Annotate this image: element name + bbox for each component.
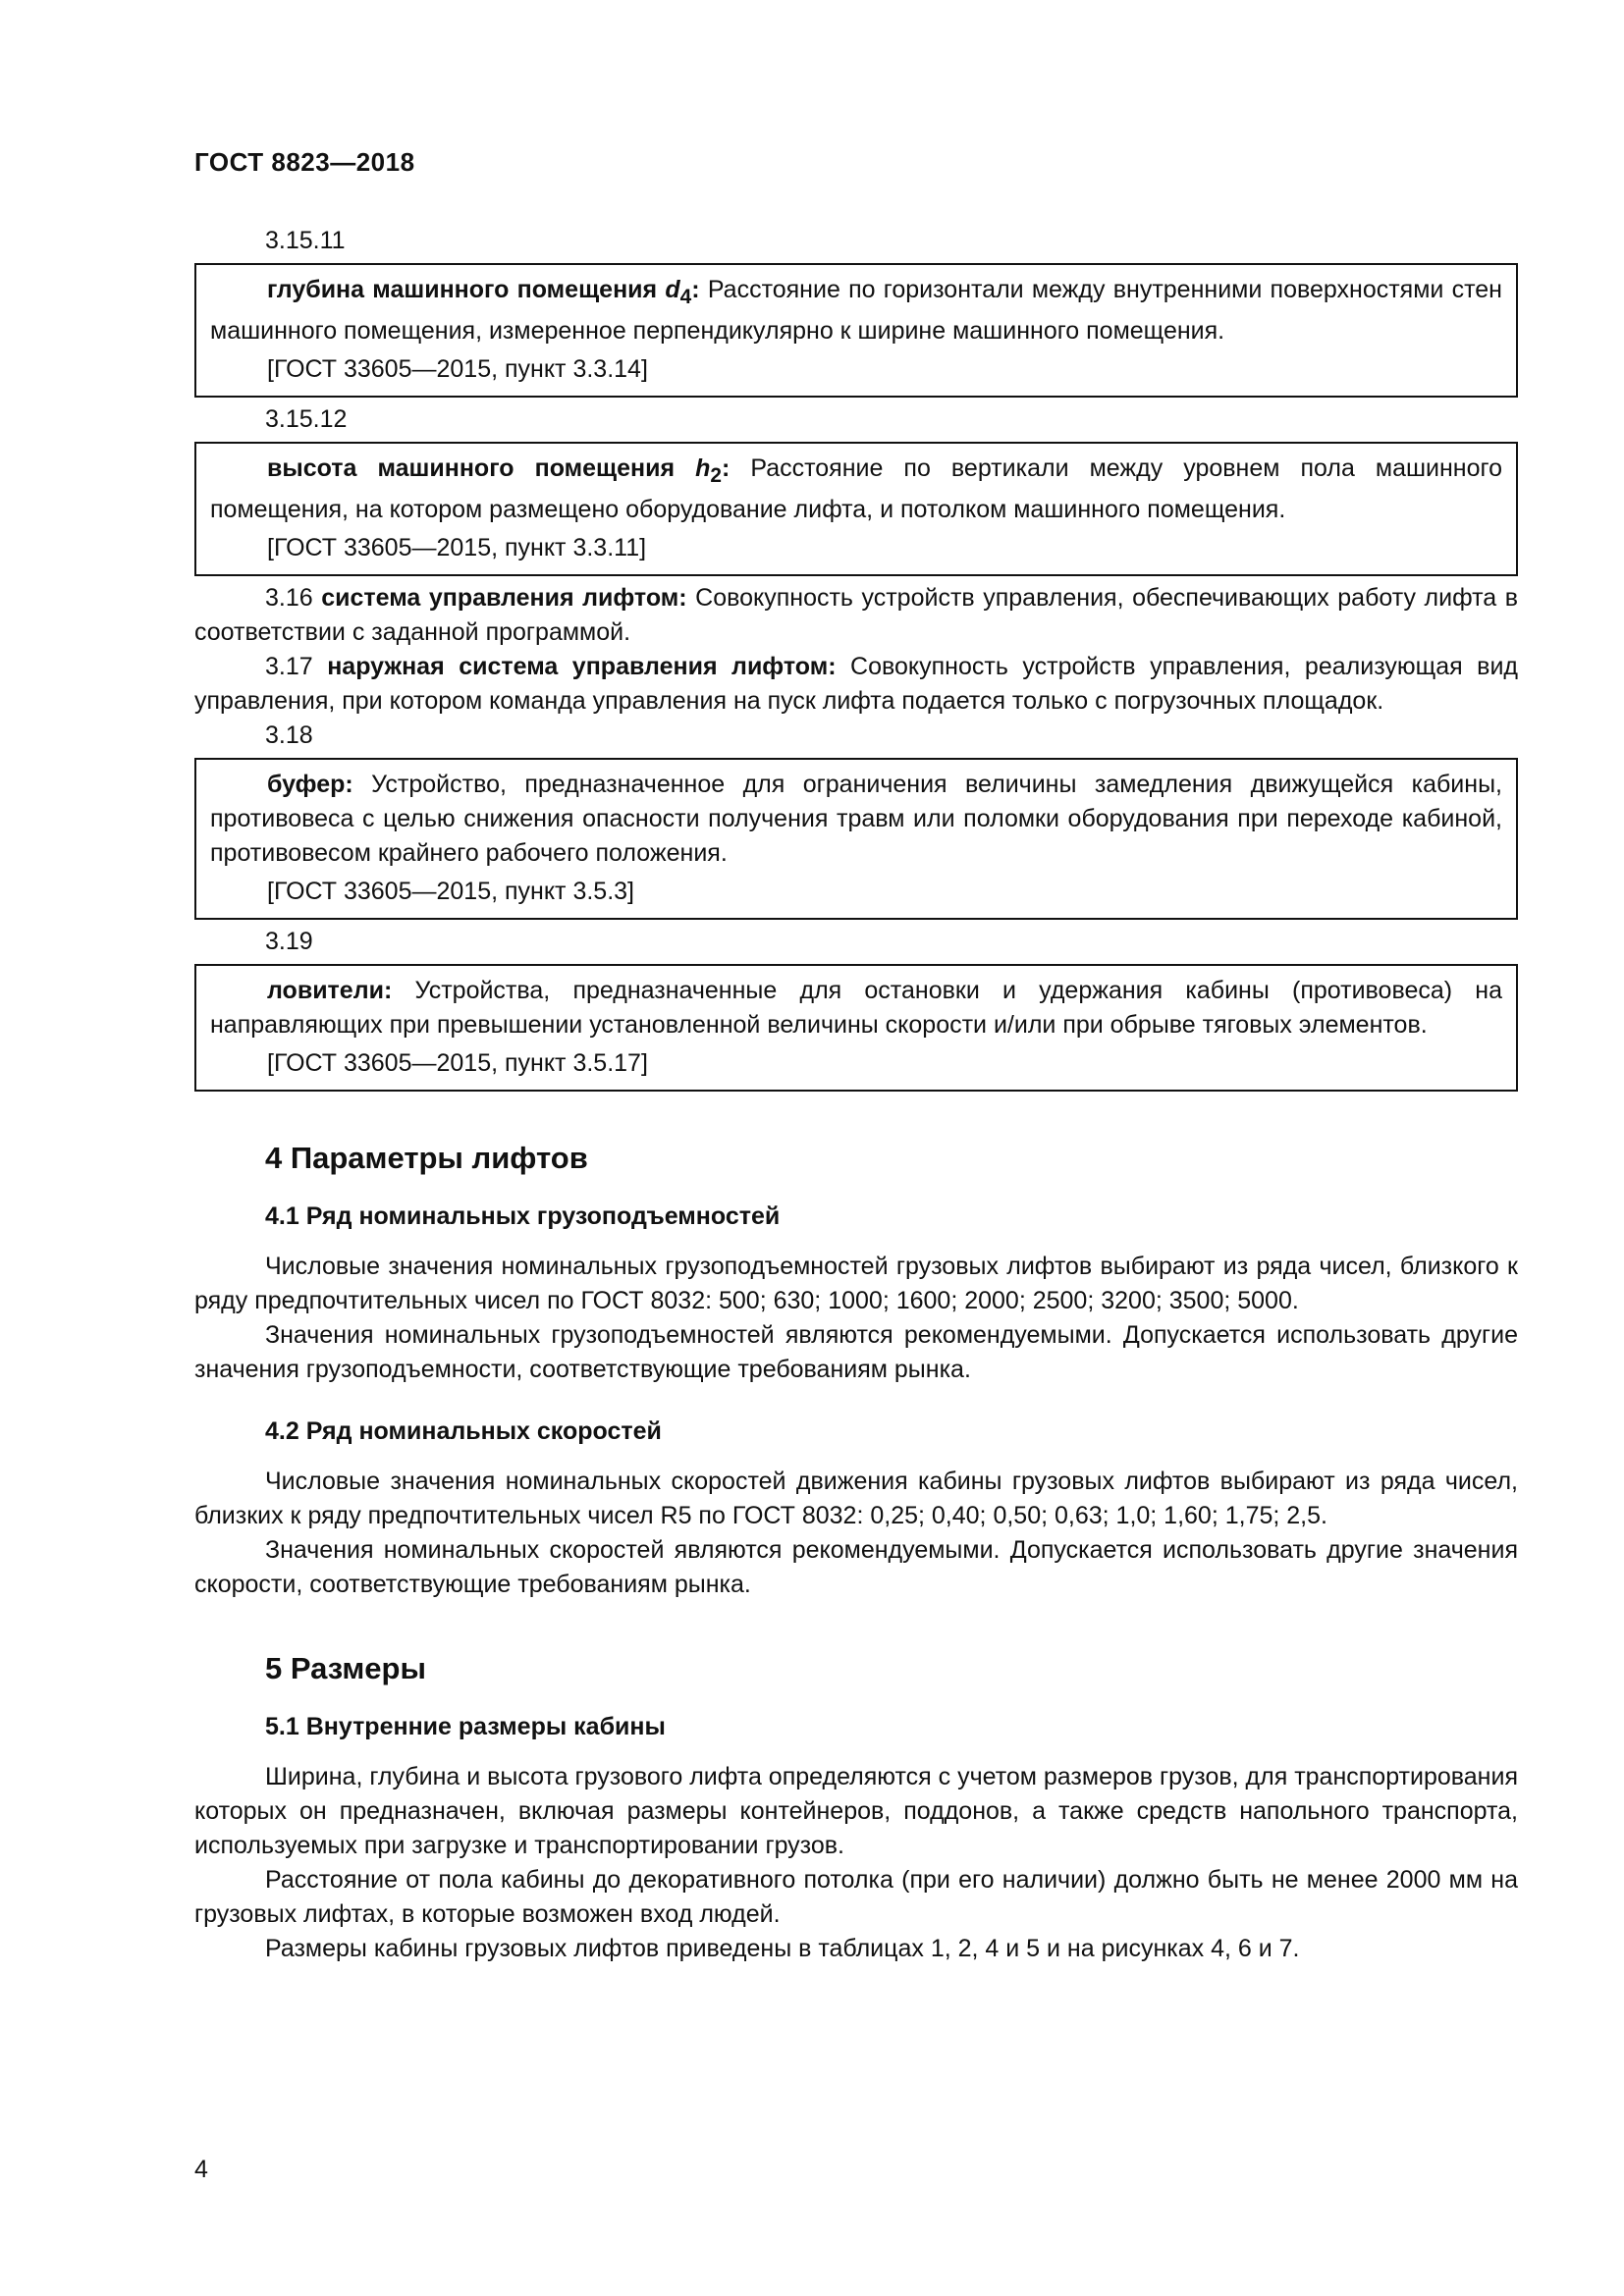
paragraph: Значения номинальных грузоподъемностей являются рекомендуемыми. Допускается использовать другие значения грузоподъемности, соответствующие требованиям рынка.: [194, 1321, 1518, 1383]
paragraph: Числовые значения номинальных скоростей движения кабины грузовых лифтов выбирают из ряда чисел, близких к ряду предпочтительных чисел R5 по ГОСТ 8032: 0,25; 0,40; 0,50; 0,63; 1,0; 1,60; 1,75; 2,5.: [194, 1468, 1518, 1529]
document-body: [194, 224, 1518, 1966]
paragraph: Значения номинальных скоростей являются рекомендуемыми. Допускается использовать другие значения скорости, соответствующие требованиям рынка.: [194, 1536, 1518, 1598]
term-symbol-subscript: 2: [710, 464, 722, 487]
term-source: [ГОСТ 33605—2015, пункт 3.3.14]: [267, 355, 648, 383]
entry-number: 3.18: [265, 721, 313, 749]
term-definition: [210, 768, 1502, 871]
term-colon: :: [691, 276, 700, 303]
term-colon: :: [722, 454, 731, 482]
entry-number: 3.19: [265, 928, 313, 955]
term-text: Совокупность устройств управления, реализующая вид управления, при котором команда управления на пуск лифта подается только с погрузочных площадок.: [194, 653, 1518, 715]
entry-number: 3.15.12: [265, 405, 348, 433]
term-name: система управления лифтом:: [321, 584, 687, 612]
term-source: [ГОСТ 33605—2015, пункт 3.3.11]: [267, 534, 647, 561]
term-source: [ГОСТ 33605—2015, пункт 3.5.3]: [267, 878, 634, 905]
section-title-5: 5 Размеры: [265, 1651, 426, 1685]
paragraph: Расстояние от пола кабины до декоративного потолка (при его наличии) должно быть не менее 2000 мм на грузовых лифтах, в которые возможен вход людей.: [194, 1866, 1518, 1928]
term-name: наружная система управления лифтом:: [327, 653, 837, 680]
term-box-machine-room-depth: [194, 263, 1518, 398]
term-definition: [210, 452, 1502, 527]
term-text: Устройства, предназначенные для остановки и удержания кабины (противовеса) на направляющих при превышении установленной величины скорости и/или при обрыве тяговых элементов.: [210, 977, 1502, 1039]
term-box-machine-room-height: [194, 442, 1518, 576]
term-text: Совокупность устройств управления, обеспечивающих работу лифта в соответствии с заданной программой.: [194, 584, 1519, 646]
term-box-safety-gear: [194, 964, 1518, 1092]
term-paragraph-external-control-system: [194, 650, 1518, 719]
subsection-title-5-1: 5.1 Внутренние размеры кабины: [265, 1713, 666, 1740]
term-box-buffer: [194, 758, 1518, 920]
term-symbol: h: [695, 454, 711, 482]
paragraph: Числовые значения номинальных грузоподъемностей грузовых лифтов выбирают из ряда чисел, близкого к ряду предпочтительных чисел по ГОСТ 8032: 500; 630; 1000; 1600; 2000; 2500; 3200; 3500; 5000.: [194, 1253, 1518, 1314]
term-name: глубина машинного помещения: [267, 276, 666, 303]
paragraph: Ширина, глубина и высота грузового лифта определяются с учетом размеров грузов, для транспортирования которых он предназначен, включая размеры контейнеров, поддонов, а также средств напольного транспорта, используемых при загрузке и транспортировании грузов.: [194, 1763, 1518, 1859]
term-name: буфер:: [267, 771, 353, 798]
document-id-header: ГОСТ 8823—2018: [194, 147, 415, 177]
term-symbol-subscript: 4: [679, 286, 692, 308]
term-name: высота машинного помещения: [267, 454, 696, 482]
term-definition: [210, 974, 1502, 1042]
term-name: ловители:: [267, 977, 393, 1004]
entry-number: 3.15.11: [265, 227, 346, 254]
subsection-title-4-2: 4.2 Ряд номинальных скоростей: [265, 1417, 662, 1445]
page-number: 4: [194, 2156, 208, 2183]
term-definition: [210, 273, 1502, 348]
subsection-title-4-1: 4.1 Ряд номинальных грузоподъемностей: [265, 1202, 781, 1230]
entry-number: 3.17: [265, 653, 328, 680]
term-text: Устройство, предназначенное для ограничения величины замедления движущейся кабины, противовеса с целью снижения опасности получения травм или поломки оборудования при переходе кабиной, противовесом крайнего рабочего положения.: [210, 771, 1502, 867]
term-text: Расстояние по горизонтали между внутренними поверхностями стен машинного помещения, измеренное перпендикулярно к ширине машинного помещения.: [210, 276, 1502, 345]
term-source: [ГОСТ 33605—2015, пункт 3.5.17]: [267, 1049, 648, 1077]
section-title-4: 4 Параметры лифтов: [265, 1141, 588, 1175]
entry-number: 3.16: [265, 584, 322, 612]
paragraph: Размеры кабины грузовых лифтов приведены в таблицах 1, 2, 4 и 5 и на рисунках 4, 6 и 7.: [265, 1935, 1300, 1962]
term-paragraph-control-system: [194, 581, 1518, 650]
term-text: Расстояние по вертикали между уровнем пола машинного помещения, на котором размещено оборудование лифта, и потолком машинного помещения.: [210, 454, 1502, 523]
term-symbol: d: [665, 276, 680, 303]
